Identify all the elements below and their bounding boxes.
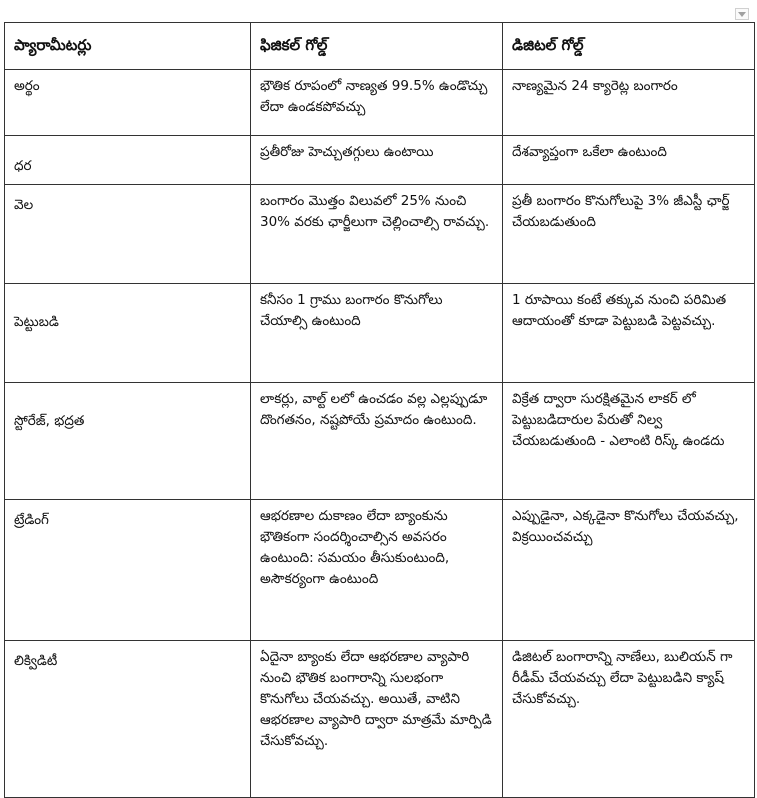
row-parameter: అర్థం — [5, 70, 251, 136]
table-row — [5, 70, 755, 136]
row-parameter: వెల — [5, 185, 251, 284]
row-digital-cell: 1 రూపాయి కంటే తక్కువ నుంచి పరిమిత ఆదాయంతో కూడా పెట్టుబడి పెట్టవచ్చు. — [503, 284, 755, 383]
collapse-toggle[interactable] — [735, 8, 749, 20]
table-row — [5, 641, 755, 798]
table-row — [5, 185, 755, 284]
row-parameter: పెట్టుబడి — [5, 284, 251, 383]
row-parameter: ధర — [5, 136, 251, 185]
row-digital-cell: ప్రతీ బంగారం కొనుగోలుపై 3% జీఎస్టీ ఛార్జ్ చేయబడుతుంది — [503, 185, 755, 284]
row-digital-cell: విక్రేత ద్వారా సురక్షితమైన లాకర్ లో పెట్టుబడిదారుల పేరుతో నిల్వ చేయబడుతుంది - ఎలాంటి రిస్క్ ఉండదు — [503, 383, 755, 500]
header-parameters: ప్యారామీటర్లు — [5, 23, 251, 70]
row-physical-cell: కనీసం 1 గ్రాము బంగారం కొనుగోలు చేయాల్సి ఉంటుంది — [251, 284, 503, 383]
row-physical-cell: బంగారం మొత్తం విలువలో 25% నుంచి 30% వరకు ఛార్జీలుగా చెల్లించాల్సి రావచ్చు. — [251, 185, 503, 284]
table-row — [5, 383, 755, 500]
row-digital-cell: నాణ్యమైన 24 క్యారెట్ల బంగారం — [503, 70, 755, 136]
comparison-table — [4, 22, 755, 798]
table-row — [5, 136, 755, 185]
row-digital-cell: ఎప్పుడైనా, ఎక్కడైనా కొనుగోలు చేయవచ్చు, విక్రయించవచ్చు — [503, 500, 755, 641]
row-parameter: ట్రేడింగ్ — [5, 500, 251, 641]
row-digital-cell: డిజిటల్ బంగారాన్ని నాణేలు, బులియన్ గా రీడీమ్ చేయవచ్చు లేదా పెట్టుబడిని క్యాష్ చేసుకోవచ్చు. — [503, 641, 755, 798]
table-header-row — [5, 23, 755, 70]
row-digital-cell: దేశవ్యాప్తంగా ఒకేలా ఉంటుంది — [503, 136, 755, 185]
row-physical-cell: లాకర్లు, వాల్ట్ లలో ఉంచడం వల్ల ఎల్లప్పుడూ దొంగతనం, నష్టపోయే ప్రమాదం ఉంటుంది. — [251, 383, 503, 500]
row-physical-cell: భౌతిక రూపంలో నాణ్యత 99.5% ఉండొచ్చు లేదా ఉండకపోవచ్చు — [251, 70, 503, 136]
row-physical-cell: ఆభరణాల దుకాణం లేదా బ్యాంకును భౌతికంగా సందర్శించాల్సిన అవసరం ఉంటుంది: సమయం తీసుకుంటుంది, అసౌకర్యంగా ఉంటుంది — [251, 500, 503, 641]
table-row — [5, 500, 755, 641]
row-parameter: లిక్విడిటీ — [5, 641, 251, 798]
header-physical-gold: ఫిజికల్ గోల్డ్ — [251, 23, 503, 70]
header-digital-gold: డిజిటల్ గోల్డ్ — [503, 23, 755, 70]
chevron-down-icon — [738, 12, 746, 17]
row-physical-cell: ప్రతీరోజు హెచ్చుతగ్గులు ఉంటాయి — [251, 136, 503, 185]
table-row — [5, 284, 755, 383]
row-parameter: స్టోరేజ్, భద్రత — [5, 383, 251, 500]
row-physical-cell: ఏదైనా బ్యాంకు లేదా ఆభరణాల వ్యాపారి నుంచి భౌతిక బంగారాన్ని సులభంగా కొనుగోలు చేయవచ్చు. అయితే, వాటిని ఆభరణాల వ్యాపారి ద్వారా మాత్రమే మార్పిడి చేసుకోవచ్చు. — [251, 641, 503, 798]
